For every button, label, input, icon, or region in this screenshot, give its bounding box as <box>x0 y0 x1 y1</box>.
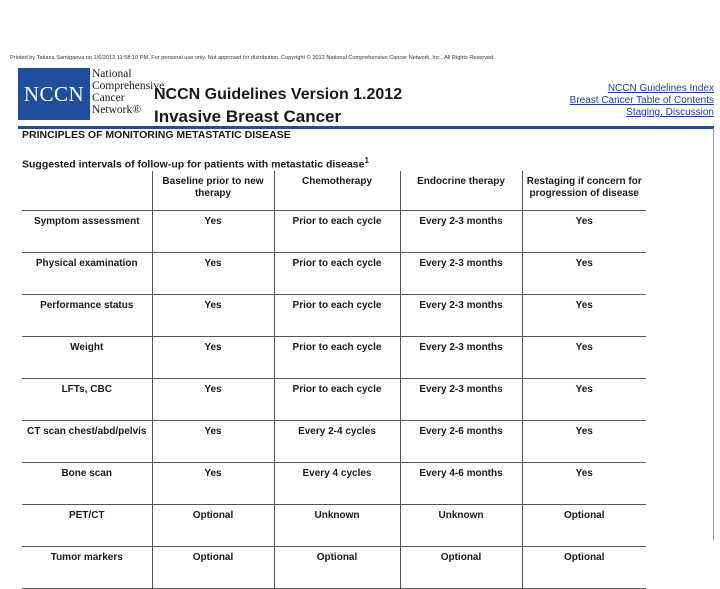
row-label: Bone scan <box>22 463 152 505</box>
table-cell: Every 2-3 months <box>400 337 522 379</box>
table-row <box>22 379 646 421</box>
table-cell: Yes <box>522 211 646 253</box>
row-label: Tumor markers <box>22 547 152 589</box>
table-row <box>22 463 646 505</box>
column-header-blank <box>22 171 152 211</box>
table-cell: Yes <box>522 337 646 379</box>
table-row <box>22 211 646 253</box>
guidelines-index-link[interactable]: NCCN Guidelines Index <box>607 83 714 94</box>
table-cell: Yes <box>522 379 646 421</box>
table-caption-text: Suggested intervals of follow-up for patients with metastatic disease <box>22 158 365 171</box>
table-cell: Every 2-3 months <box>400 211 522 253</box>
table-cell: Every 2-3 months <box>400 253 522 295</box>
table-row <box>22 421 646 463</box>
row-label: Weight <box>22 337 152 379</box>
page-title: Invasive Breast Cancer <box>154 107 342 126</box>
table-cell: Unknown <box>274 505 400 547</box>
table-cell: Every 4-6 months <box>400 463 522 505</box>
row-label: CT scan chest/abd/pelvis <box>22 421 152 463</box>
column-header-baseline: Baseline prior to new therapy <box>152 171 274 211</box>
table-cell: Yes <box>522 421 646 463</box>
table-cell: Prior to each cycle <box>274 379 400 421</box>
table-cell: Every 2-6 months <box>400 421 522 463</box>
table-cell: Prior to each cycle <box>274 337 400 379</box>
right-margin-rule <box>713 128 714 540</box>
table-cell: Optional <box>400 547 522 589</box>
table-cell: Yes <box>152 337 274 379</box>
table-cell: Optional <box>522 547 646 589</box>
table-cell: Yes <box>152 421 274 463</box>
table-cell: Yes <box>522 463 646 505</box>
table-row <box>22 295 646 337</box>
table-cell: Yes <box>152 253 274 295</box>
table-of-contents-link[interactable]: Breast Cancer Table of Contents <box>569 95 714 106</box>
row-label: LFTs, CBC <box>22 379 152 421</box>
table-cell: Yes <box>152 463 274 505</box>
row-label: Performance status <box>22 295 152 337</box>
table-cell: Yes <box>152 211 274 253</box>
table-cell: Prior to each cycle <box>274 295 400 337</box>
guidelines-version-title: NCCN Guidelines Version 1.2012 <box>154 86 403 103</box>
table-cell: Optional <box>152 505 274 547</box>
table-caption <box>22 156 369 171</box>
footnote-marker: 1 <box>364 156 369 165</box>
table-header-row <box>22 171 646 211</box>
staging-discussion-link[interactable]: Staging, Discussion <box>626 107 714 118</box>
table-cell: Yes <box>152 379 274 421</box>
table-cell: Every 2-3 months <box>400 295 522 337</box>
logo-line: Network® <box>92 104 141 116</box>
table-row <box>22 253 646 295</box>
logo-mark: NCCN <box>18 68 90 120</box>
table-cell: Optional <box>522 505 646 547</box>
nav-links <box>570 83 714 119</box>
table-cell: Every 2-3 months <box>400 379 522 421</box>
row-label: PET/CT <box>22 505 152 547</box>
logo-line: National <box>92 68 132 80</box>
row-label: Physical examination <box>22 253 152 295</box>
section-title: PRINCIPLES OF MONITORING METASTATIC DISEASE <box>22 129 291 141</box>
table-cell: Yes <box>522 253 646 295</box>
table-cell: Prior to each cycle <box>274 211 400 253</box>
table-cell: Unknown <box>400 505 522 547</box>
table-cell: Prior to each cycle <box>274 253 400 295</box>
follow-up-table <box>22 171 646 589</box>
logo-line: Comprehensive <box>92 80 165 92</box>
table-row <box>22 505 646 547</box>
table-cell: Optional <box>274 547 400 589</box>
column-header-restaging: Restaging if concern for progression of disease <box>522 171 646 211</box>
column-header-endocrine: Endocrine therapy <box>400 171 522 211</box>
table-cell: Every 4 cycles <box>274 463 400 505</box>
row-label: Symptom assessment <box>22 211 152 253</box>
table-cell: Optional <box>152 547 274 589</box>
table-row <box>22 547 646 589</box>
table-cell: Yes <box>522 295 646 337</box>
table-cell: Every 2-4 cycles <box>274 421 400 463</box>
logo-line: Cancer <box>92 92 125 104</box>
nccn-logo <box>18 68 165 120</box>
table-row <box>22 337 646 379</box>
column-header-chemotherapy: Chemotherapy <box>274 171 400 211</box>
table-cell: Yes <box>152 295 274 337</box>
print-notice: Printed by Tatiana Samigaeva on 1/6/2012 11:58:10 PM. For personal use only. Not approved for distribution. Copyright © 2012 National Comprehensive Cancer Network, Inc., All Rights Reserved. <box>10 55 495 61</box>
